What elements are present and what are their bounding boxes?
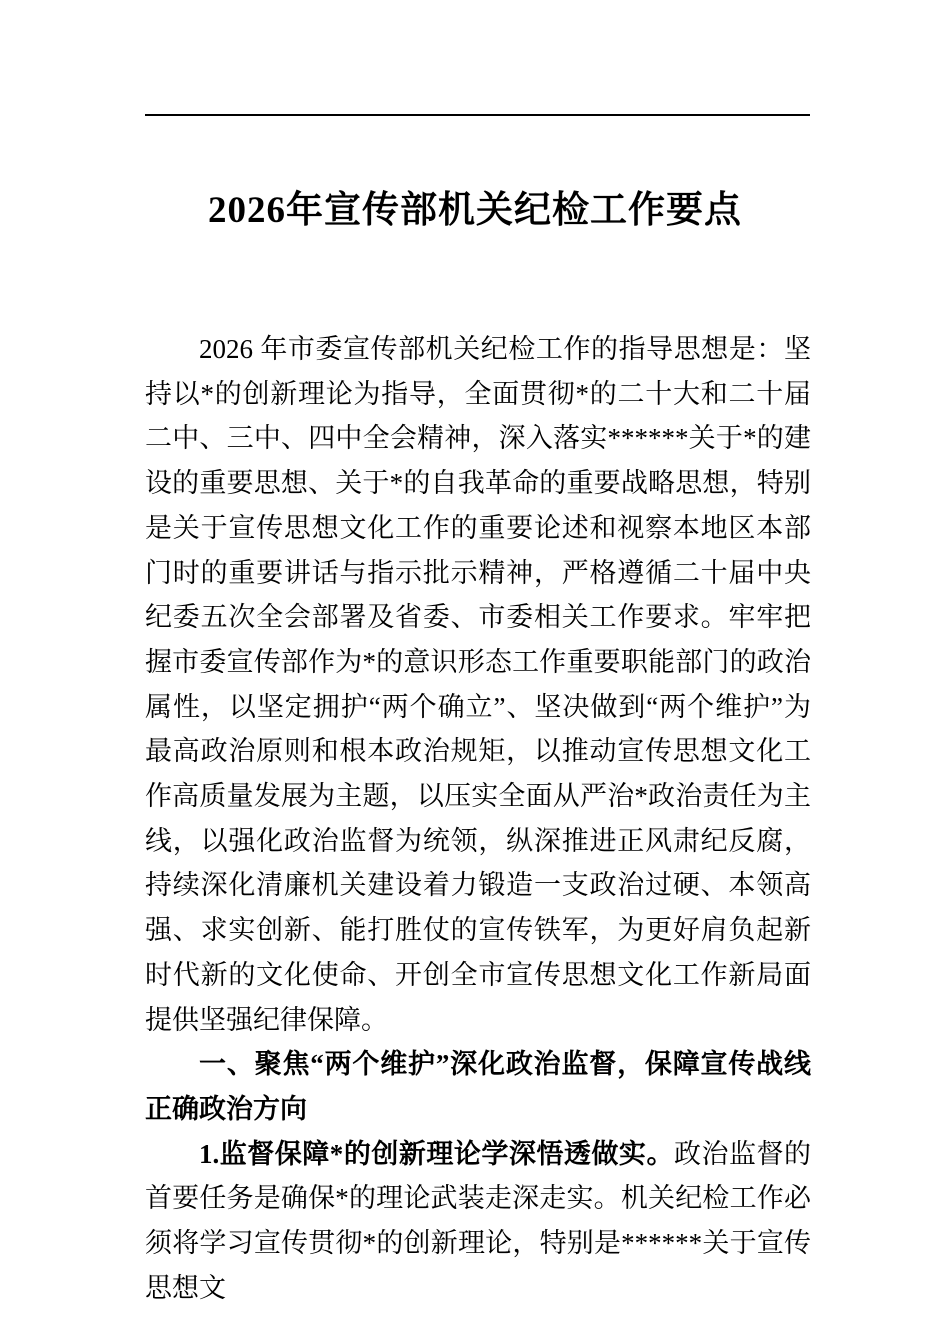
document-title: 2026年宣传部机关纪检工作要点 [208, 190, 742, 231]
document-body [145, 327, 811, 1310]
section-heading-1: 一、聚焦“两个维护”深化政治监督，保障宣传战线正确政治方向 [145, 1049, 811, 1124]
point-1-paragraph [145, 1132, 811, 1311]
point-1-body: 政治监督的首要任务是确保*的理论武装走深走实。机关纪检工作必须将学习宣传贯彻*的创新理论，特别是******关于宣传思想文 [145, 1138, 812, 1303]
intro-paragraph: 2026 年市委宣传部机关纪检工作的指导思想是：坚持以*的创新理论为指导，全面贯彻*的二十大和二十届二中、三中、四中全会精神，深入落实******关于*的建设的重要思想、关于*的自我革命的重要战略思想，特别是关于宣传思想文化工作的重要论述和视察本地区本部门时的重要讲话与指示批示精神，严格遵循二十届中央纪委五次全会部署及省委、市委相关工作要求。牢牢把握市委宣传部作为*的意识形态工作重要职能部门的政治属性，以坚定拥护“两个确立”、坚决做到“两个维护”为最高政治原则和根本政治规矩，以推动宣传思想文化工作高质量发展为主题，以压实全面从严治*政治责任为主线，以强化政治监督为统领，纵深推进正风肃纪反腐，持续深化清廉机关建设着力锻造一支政治过硬、本领高强、求实创新、能打胜仗的宣传铁军，为更好肩负起新时代新的文化使命、开创全市宣传思想文化工作新局面提供坚强纪律保障。 [145, 334, 811, 1035]
header-rule [145, 114, 810, 116]
point-1-lead: 1.监督保障*的创新理论学深悟透做实。 [199, 1138, 674, 1169]
